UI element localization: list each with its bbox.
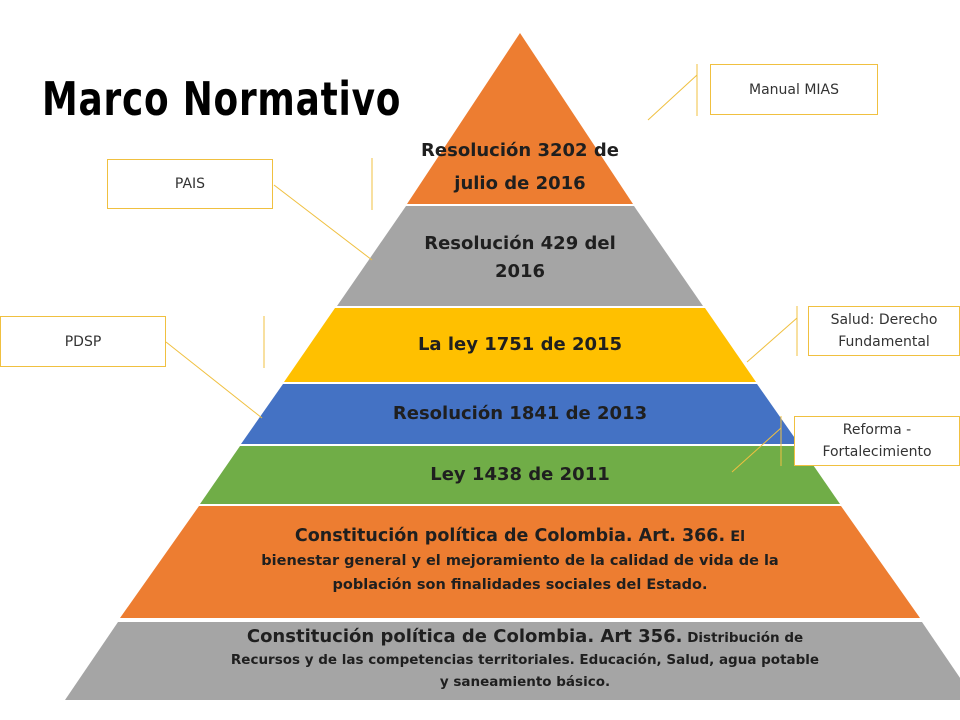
callout-manual-mias: Manual MIAS	[710, 64, 878, 115]
level-7-rest: Distribución de Recursos y de las competencias territoriales. Educación, Salud, agua potable y saneamiento básico.	[230, 630, 820, 690]
level-6-text	[255, 524, 785, 597]
connector-pdsp	[166, 342, 262, 418]
level-7-text	[225, 626, 825, 693]
level-6-lead: Constitución política de Colombia. Art. 366.	[294, 526, 726, 546]
callout-salud: Salud: Derecho Fundamental	[808, 306, 960, 356]
slide-title: Marco Normativo	[42, 72, 402, 126]
callout-reforma: Reforma - Fortalecimiento	[794, 416, 960, 466]
connector-manual	[648, 75, 697, 120]
level-1-text: Resolución 3202 de julio de 2016	[421, 140, 619, 194]
level-7-lead: Constitución política de Colombia. Art 356.	[246, 626, 683, 647]
connector-pais	[274, 185, 372, 260]
callout-pais: PAIS	[107, 159, 273, 209]
level-6-rest: El bienestar general y el mejoramiento de la calidad de vida de la población son finalidades sociales del Estado.	[261, 529, 779, 593]
level-2-text: Resolución 429 del 2016	[424, 233, 616, 282]
connector-salud	[747, 318, 797, 362]
level-3-text: La ley 1751 de 2015	[417, 334, 623, 355]
level-4-text: Resolución 1841 de 2013	[392, 403, 648, 424]
level-5-text: Ley 1438 de 2011	[430, 464, 610, 485]
callout-pdsp: PDSP	[0, 316, 166, 367]
